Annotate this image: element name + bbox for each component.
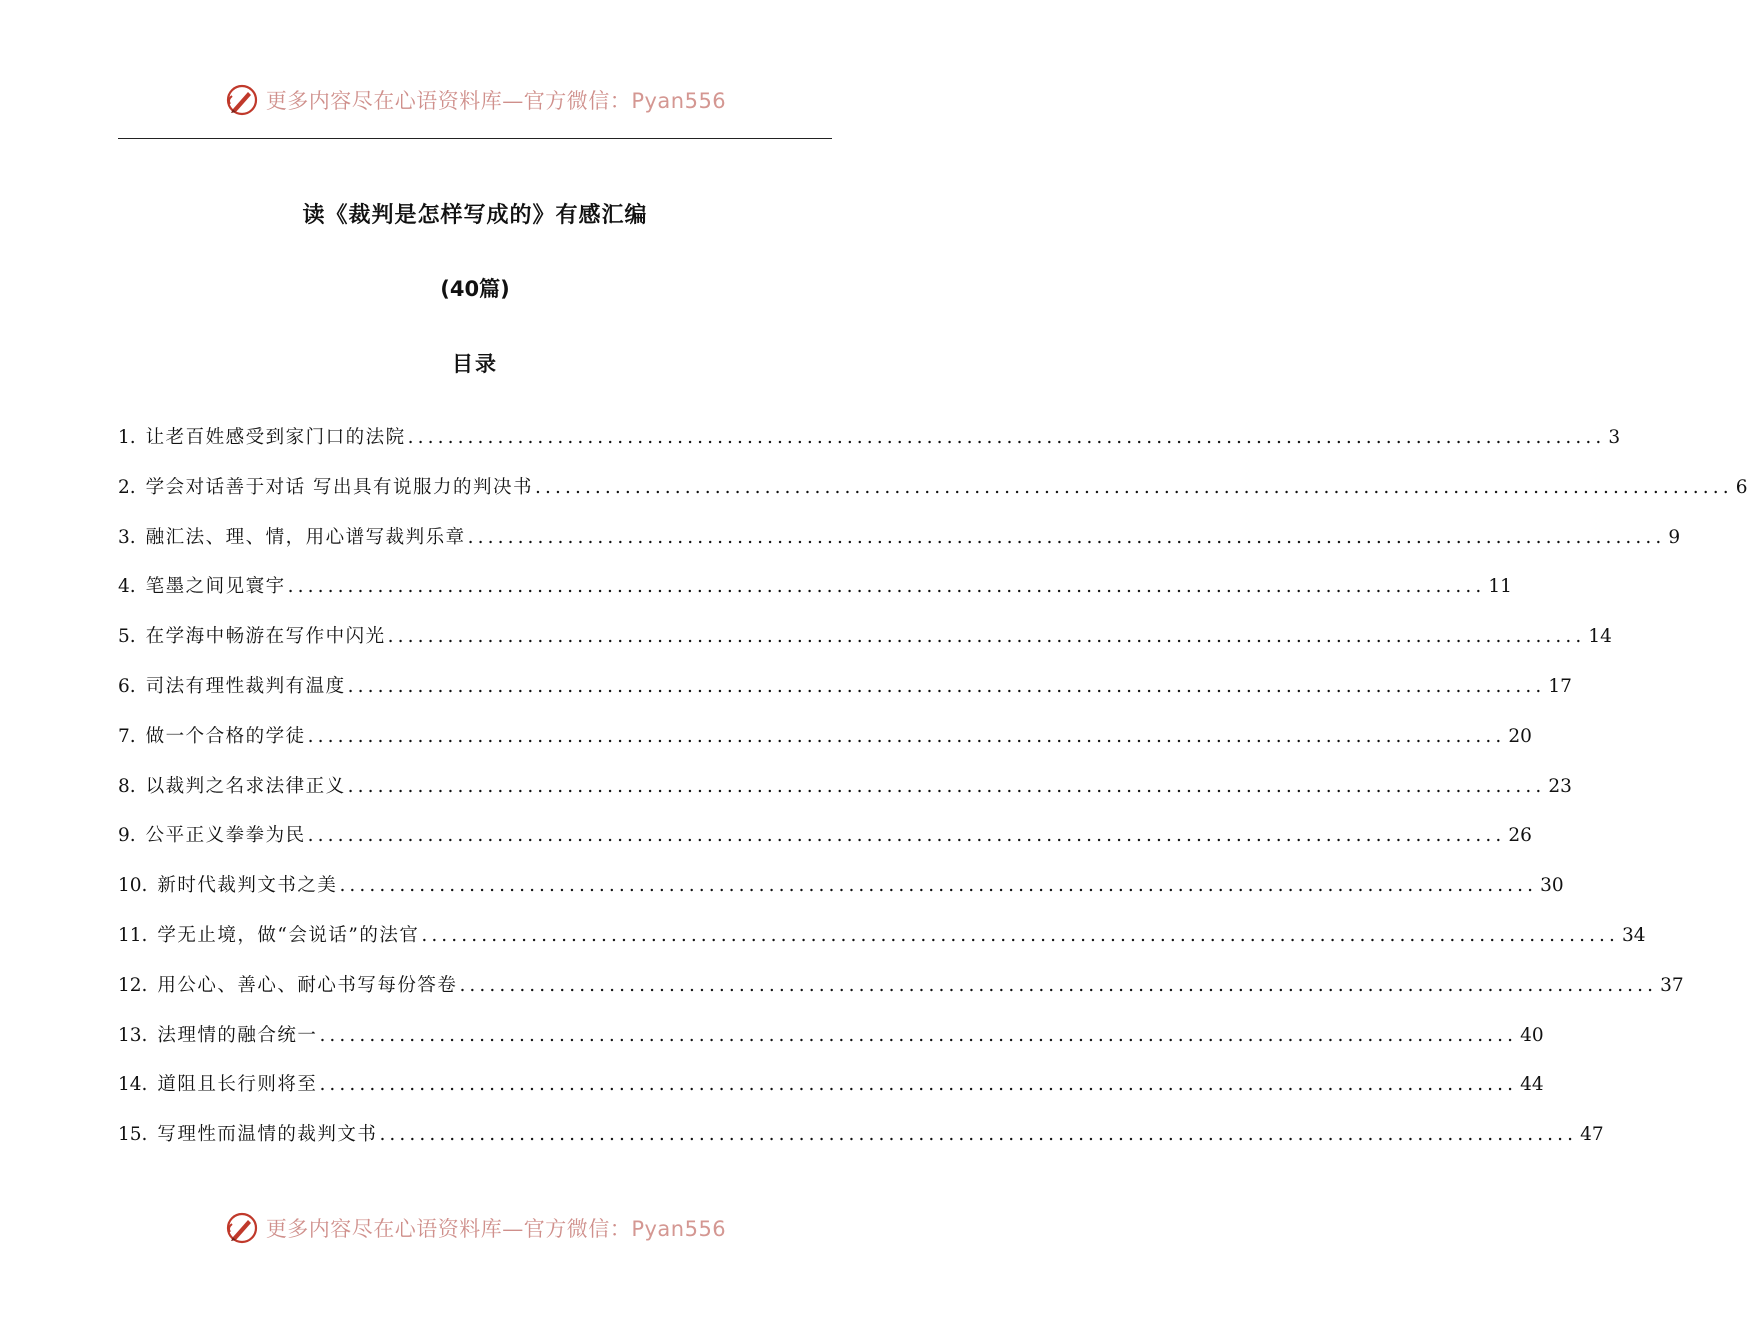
table-of-contents — [118, 413, 1748, 1160]
header-divider — [118, 138, 832, 139]
toc-entry-title: 法理情的融合统一 — [157, 1024, 318, 1046]
header-banner-main: 更多内容尽在心语资料库—官方微信： — [265, 89, 632, 113]
document-title: 读《裁判是怎样写成的》有感汇编 — [302, 203, 648, 228]
toc-entry-title: 笔墨之间见寰宇 — [145, 576, 286, 598]
toc-entry[interactable] — [118, 662, 1572, 712]
toc-entry-title: 公平正义拳拳为民 — [145, 825, 306, 847]
toc-entry-page-number: 9 — [1668, 526, 1681, 548]
toc-dot-leader: ........................................................................................................................ — [307, 725, 1506, 747]
toc-dot-leader: ........................................................................................................................ — [307, 825, 1506, 847]
toc-entry-page-number: 37 — [1660, 974, 1684, 996]
toc-dot-leader: ........................................................................................................................ — [387, 626, 1586, 648]
toc-heading: 目录 — [452, 352, 498, 376]
toc-entry-title: 做一个合格的学徒 — [145, 725, 306, 747]
toc-dot-leader: ........................................................................................................................ — [459, 974, 1658, 996]
toc-entry-title: 让老百姓感受到家门口的法院 — [145, 427, 406, 448]
toc-entry-title: 道阻且长行则将至 — [157, 1074, 318, 1096]
toc-entry[interactable] — [118, 562, 1512, 612]
pen-circle-logo-icon — [224, 1210, 260, 1246]
toc-entry-title: 用公心、善心、耐心书写每份答卷 — [157, 974, 458, 996]
toc-entry-number: 1. — [118, 427, 136, 448]
toc-entry-number: 5. — [118, 626, 136, 648]
footer-banner — [0, 1210, 950, 1246]
toc-entry-title: 司法有理性裁判有温度 — [145, 675, 346, 697]
toc-entry-number: 14. — [118, 1074, 148, 1096]
toc-entry[interactable] — [118, 861, 1564, 911]
toc-entry-title: 新时代裁判文书之美 — [157, 875, 338, 897]
toc-entry-title: 融汇法、理、情，用心谱写裁判乐章 — [145, 526, 466, 548]
toc-entry-page-number: 11 — [1488, 576, 1512, 598]
toc-dot-leader: ........................................................................................................................ — [379, 1124, 1578, 1146]
toc-entry-page-number: 20 — [1508, 725, 1532, 747]
document-subtitle: (40篇) — [440, 277, 510, 301]
toc-entry[interactable] — [118, 762, 1572, 812]
toc-entry[interactable] — [118, 612, 1612, 662]
toc-dot-leader: ........................................................................................................................ — [407, 427, 1606, 448]
header-banner — [0, 82, 950, 118]
toc-entry-number: 4. — [118, 576, 136, 598]
toc-dot-leader: ........................................................................................................................ — [347, 675, 1546, 697]
footer-banner-wechat: Pyan556 — [631, 1217, 727, 1241]
toc-entry-number: 9. — [118, 825, 136, 847]
toc-entry-page-number: 34 — [1622, 924, 1646, 946]
toc-entry-page-number: 3 — [1608, 427, 1621, 448]
toc-entry[interactable] — [118, 463, 1748, 513]
toc-entry-page-number: 47 — [1580, 1124, 1604, 1146]
toc-entry[interactable] — [118, 1060, 1544, 1110]
toc-entry-number: 15. — [118, 1124, 148, 1146]
header-banner-wechat: Pyan556 — [631, 89, 727, 113]
pen-circle-logo-icon — [224, 82, 260, 118]
toc-entry[interactable] — [118, 961, 1684, 1011]
toc-entry-number: 8. — [118, 775, 136, 797]
toc-entry-page-number: 40 — [1520, 1024, 1544, 1046]
toc-entry-title: 学无止境，做“会说话”的法官 — [157, 924, 420, 946]
toc-entry-number: 10. — [118, 875, 148, 897]
toc-entry-title: 学会对话善于对话 写出具有说服力的判决书 — [145, 476, 534, 498]
toc-entry-page-number: 14 — [1588, 626, 1612, 648]
toc-entry[interactable] — [118, 1110, 1604, 1160]
toc-entry[interactable] — [118, 811, 1532, 861]
toc-entry-number: 6. — [118, 675, 136, 697]
toc-dot-leader: ........................................................................................................................ — [467, 526, 1666, 548]
toc-entry-title: 写理性而温情的裁判文书 — [157, 1124, 378, 1146]
toc-dot-leader: ........................................................................................................................ — [319, 1024, 1518, 1046]
header-banner-text — [266, 85, 726, 115]
toc-entry-number: 7. — [118, 725, 136, 747]
toc-dot-leader: ........................................................................................................................ — [287, 576, 1486, 598]
toc-entry-page-number: 44 — [1520, 1074, 1544, 1096]
toc-entry-title: 以裁判之名求法律正义 — [145, 775, 346, 797]
toc-entry[interactable] — [118, 911, 1646, 961]
toc-entry[interactable] — [118, 1011, 1544, 1061]
toc-dot-leader: ........................................................................................................................ — [347, 775, 1546, 797]
toc-dot-leader: ........................................................................................................................ — [319, 1074, 1518, 1096]
toc-entry[interactable] — [118, 712, 1532, 762]
toc-entry-number: 13. — [118, 1024, 148, 1046]
toc-entry-page-number: 30 — [1540, 875, 1564, 897]
toc-entry-number: 12. — [118, 974, 148, 996]
toc-entry-page-number: 26 — [1508, 825, 1532, 847]
toc-entry-page-number: 6 — [1735, 476, 1748, 498]
toc-entry[interactable] — [118, 413, 1621, 463]
footer-banner-main: 更多内容尽在心语资料库—官方微信： — [265, 1217, 632, 1241]
toc-dot-leader: ........................................................................................................................ — [421, 924, 1620, 946]
toc-entry-page-number: 17 — [1548, 675, 1572, 697]
toc-entry-number: 2. — [118, 476, 136, 498]
toc-entry-page-number: 23 — [1548, 775, 1572, 797]
toc-entry-title: 在学海中畅游在写作中闪光 — [145, 626, 386, 648]
toc-entry[interactable] — [118, 513, 1681, 563]
toc-entry-number: 11. — [118, 924, 148, 946]
toc-dot-leader: ........................................................................................................................ — [535, 476, 1733, 498]
footer-banner-text — [266, 1213, 726, 1243]
toc-entry-number: 3. — [118, 526, 136, 548]
toc-dot-leader: ........................................................................................................................ — [339, 875, 1538, 897]
